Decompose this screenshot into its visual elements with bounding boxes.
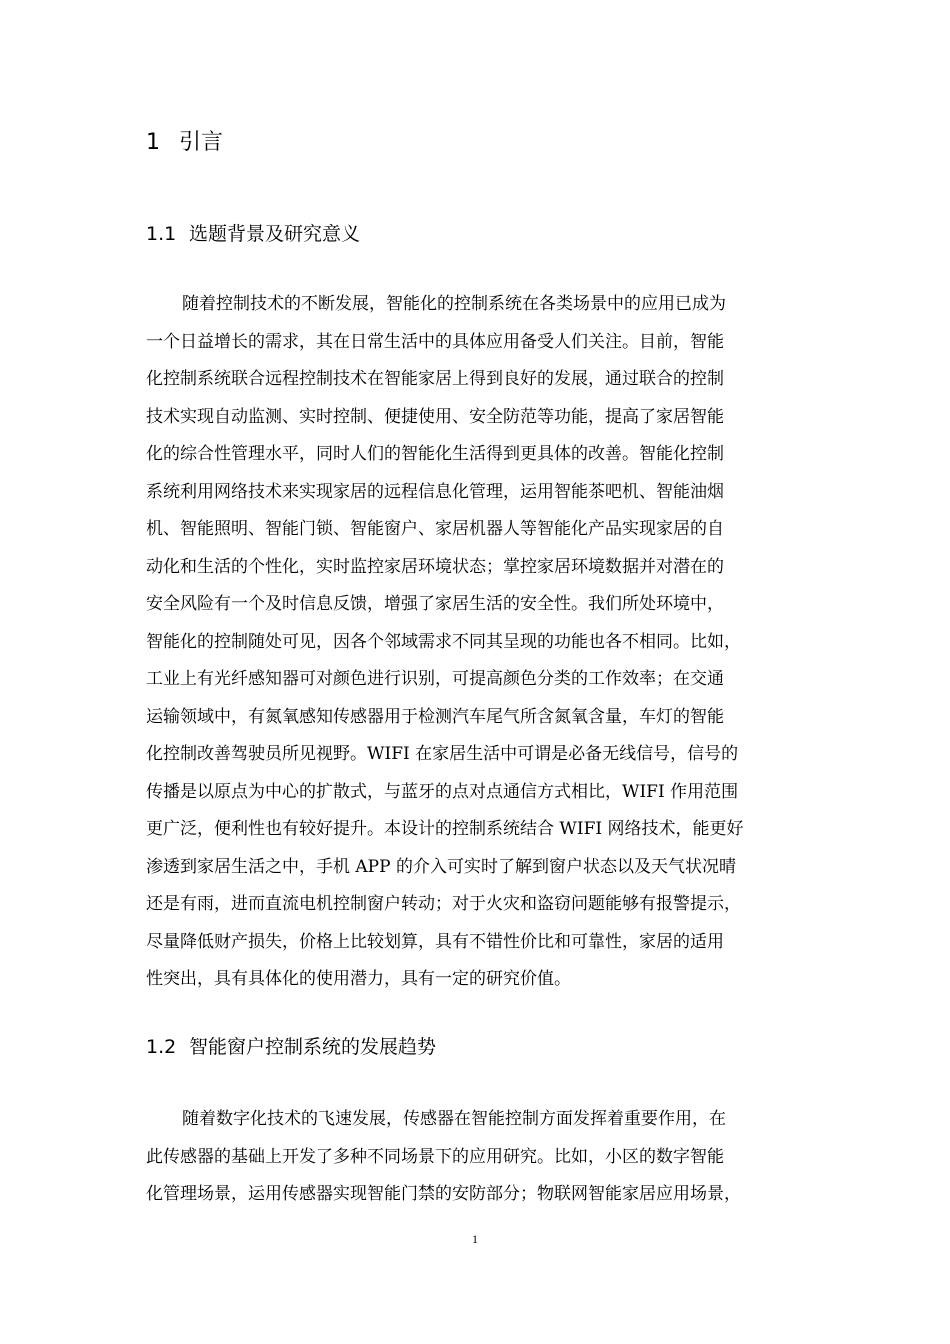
section-title: 选题背景及研究意义 xyxy=(189,223,361,245)
paragraph-line: 机、智能照明、智能门锁、智能窗户、家居机器人等智能化产品实现家居的自 xyxy=(146,519,724,539)
paragraph-line: 技术实现自动监测、实时控制、便捷使用、安全防范等功能，提高了家居智能 xyxy=(146,407,724,427)
paragraph-line: 随着数字化技术的飞速发展，传感器在智能控制方面发挥着重要作用，在 xyxy=(182,1109,726,1129)
paragraph-line: 化管理场景，运用传感器实现智能门禁的安防部分；物联网智能家居应用场景， xyxy=(146,1184,741,1204)
chapter-number: 1 xyxy=(146,130,160,155)
paragraph-line: 更广泛，便利性也有较好提升。本设计的控制系统结合 WIFI 网络技术，能更好 xyxy=(146,819,744,839)
paragraph-line: 动化和生活的个性化，实时监控家居环境状态；掌控家居环境数据并对潜在的 xyxy=(146,557,724,577)
paragraph-line: 运输领域中，有氮氧感知传感器用于检测汽车尾气所含氮氧含量，车灯的智能 xyxy=(146,707,724,727)
chapter-heading xyxy=(146,128,223,158)
paragraph-line: 系统利用网络技术来实现家居的远程信息化管理，运用智能茶吧机、智能油烟 xyxy=(146,482,724,502)
section-number: 1.1 xyxy=(146,223,177,245)
paragraph-line: 安全风险有一个及时信息反馈，增强了家居生活的安全性。我们所处环境中， xyxy=(146,594,724,614)
section-heading-1-1 xyxy=(146,221,360,247)
paragraph-line: 一个日益增长的需求，其在日常生活中的具体应用备受人们关注。目前，智能 xyxy=(146,332,724,352)
paragraph-line: 化的综合性管理水平，同时人们的智能化生活得到更具体的改善。智能化控制 xyxy=(146,444,724,464)
paragraph-line: 工业上有光纤感知器可对颜色进行识别，可提高颜色分类的工作效率；在交通 xyxy=(146,669,724,689)
section-number: 1.2 xyxy=(146,1036,177,1058)
paragraph-line: 化控制改善驾驶员所见视野。WIFI 在家居生活中可谓是必备无线信号，信号的 xyxy=(146,744,739,764)
paragraph-line: 此传感器的基础上开发了多种不同场景下的应用研究。比如，小区的数字智能 xyxy=(146,1147,724,1167)
page-number: 1 xyxy=(472,1232,478,1246)
paragraph-line: 还是有雨，进而直流电机控制窗户转动；对于火灾和盗窃问题能够有报警提示， xyxy=(146,894,741,914)
paragraph-line: 性突出，具有具体化的使用潜力，具有一定的研究价值。 xyxy=(146,969,571,989)
paragraph-line: 尽量降低财产损失，价格上比较划算，具有不错性价比和可靠性，家居的适用 xyxy=(146,932,724,952)
section-title: 智能窗户控制系统的发展趋势 xyxy=(189,1036,437,1058)
chapter-title: 引言 xyxy=(179,130,224,155)
section-heading-1-2 xyxy=(146,1034,436,1060)
paragraph-line: 传播是以原点为中心的扩散式，与蓝牙的点对点通信方式相比，WIFI 作用范围 xyxy=(146,782,739,802)
paragraph-line: 渗透到家居生活之中，手机 APP 的介入可实时了解到窗户状态以及天气状况晴 xyxy=(146,857,736,877)
paragraph-line: 智能化的控制随处可见，因各个邻域需求不同其呈现的功能也各不相同。比如， xyxy=(146,632,741,652)
paragraph-line: 随着控制技术的不断发展，智能化的控制系统在各类场景中的应用已成为 xyxy=(182,294,726,314)
paragraph-line: 化控制系统联合远程控制技术在智能家居上得到良好的发展，通过联合的控制 xyxy=(146,369,724,389)
